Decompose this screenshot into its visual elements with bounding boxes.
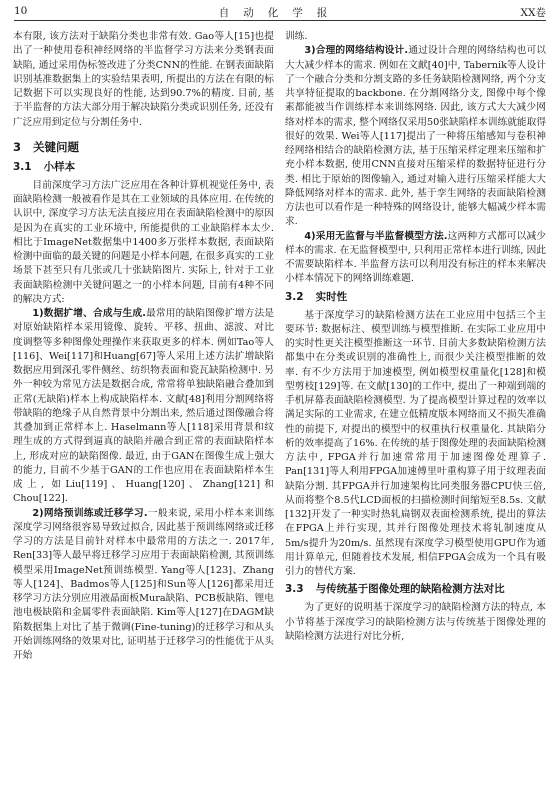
paragraph: 4)采用无监督与半监督模型方法.这两种方式都可以减少样本的需求. 在无监督模型中, 只利用正常样本进行训练, 因此不需要缺陷样本. 半监督方法可以利用没有标注的样本来解决小样本情况下的网络训练难题. xyxy=(285,230,546,285)
paragraph-lead: 3)合理的网络结构设计. xyxy=(304,45,409,57)
right-column xyxy=(285,30,546,644)
subsection-heading-3-3: 3.3 与传统基于图像处理的缺陷检测方法对比 xyxy=(285,583,505,596)
paragraph-lead: 1)数据扩增、合成与生成. xyxy=(32,308,146,319)
paragraph: 本有限, 该方法对于缺陷分类也非常有效. Gao等人[15]也提出了一种使用卷积神经网络的半监督学习方法来分类钢表面缺陷, 通过采用伪标签改进了分类CNN的性能. 在钢表面缺陷识别基准数据集上的实验结果表明, 所提出的方法在有限的标记数据下可以实现良好的性能, 达到90.7%的精度. 目前, 基于半监督的方法大部分用于解决缺陷分类或识别任务, 还没有广泛应用到定位与分割任务中. xyxy=(13,31,274,128)
paragraph: 基于深度学习的缺陷检测方法在工业应用中包括三个主要环节: 数据标注、模型训练与模型推断. 在实际工业应用中的实时性更关注模型推断这一环节. 目前大多数缺陷检测方法都集中在分类或识别的准确性上, 而很少关注模型推断的效率. 有不少方法用于加速模型, 例如模型权重量化[128]和模型剪枝[129]等. 在文献[130]的工作中, 提出了一种端到端的手机屏幕表面缺陷检测模型. 为了提高模型计算过程的效率以满足实际的工业需求, 在建立低精度版本网络而又不损失准确性的前提下, 对提出的模型中的权重执行权重量化. 其缺陷分析的效率提高了16%. 在传统的基于图像处理的表面缺陷检测方法中, FPGA并行加速常常用于加速图像处理算子. Pan[131]等人利用FPGA加速傅里叶重构算子用于纹理表面缺陷分割. 其FPGA并行加速架构比同类服务器CPU快三倍, 从而将整个8.5代LCD面板的扫描检测时间缩短至8.5s. 文献[132]开发了一种实时热轧扁钢双表面检测系统, 提出的算法在FPGA上并行实现, 其并行图像处理技术将轧制速度从5m/s提升为20m/s. 虽然现有深度学习模型使用GPU作为通用计算单元, 但随着技术发展, 相信FPGA会成为一个具有吸引力的替代方案. xyxy=(285,309,546,577)
subsection-heading-3-2: 3.2 实时性 xyxy=(285,290,348,303)
paragraph: 1)数据扩增、合成与生成.最常用的缺陷图像扩增方法是对原始缺陷样本采用镜像、旋转、平移、扭曲、滤波、对比度调整等多种图像处理操作来获取更多的样本. 例如Tao等人[116]、Wei[117]和Huang[67]等人采用上述方法扩增缺陷数据应用到深孔零件侧丝、纺织物表面和瓷瓦缺陷检测中. 另外一种较为常见方法是数据合成, 常常将单独缺陷融合叠加到正常(无缺陷)样本上构成缺陷样本. 文献[48]利用分割网络将带缺陷的绝缘子从自然背景中分割出来, 然后通过图像融合将其叠加到正常样本上. Haselmann等人[118]采用背景和纹理生成的方式得到逼真的缺陷并融合到正常的表面缺陷样本上, 形成对应的缺陷图像. 最近, 由于GAN在图像生成上强大的能力, 目前不少基于GAN的工作也应用在表面缺陷样本生成上, 如Liu[119]、Huang[120]、Zhang[121]和Chou[122]. xyxy=(13,308,274,505)
page-number: 10 xyxy=(14,5,28,17)
paragraph: 为了更好的说明基于深度学习的缺陷检测方法的特点, 本小节将基于深度学习的缺陷检测方法与传统基于图像处理的缺陷检测方法进行对比分析, xyxy=(285,602,546,642)
volume-label: XX卷 xyxy=(520,7,546,19)
paragraph-lead: 4)采用无监督与半监督模型方法. xyxy=(304,230,448,242)
section-heading-3: 3 关键问题 xyxy=(13,139,80,154)
subsection-heading-3-1: 3.1 小样本 xyxy=(13,160,76,173)
page-header xyxy=(14,4,546,21)
paragraph: 目前深度学习方法广泛应用在各种计算机视觉任务中, 表面缺陷检测一般被看作是其在工业领域的具体应用. 在传统的认识中, 深度学习方法无法直接应用在表面缺陷检测中的原因是因为在真实的工业环境中, 所能提供的工业缺陷样本太少. 相比于ImageNet数据集中1400多万张样本数据, 表面缺陷检测中面临的最关键的问题是小样本问题, 在很多真实的工业场景下甚至只有几张或几十张缺陷图片. 实际上, 针对于工业表面缺陷检测中关键问题之一的小样本问题, 目前有4种不同的解决方式: xyxy=(13,179,274,305)
paragraph: 3)合理的网络结构设计.通过设计合理的网络结构也可以大大减少样本的需求. 例如在文献[40]中, Tabernik等人设计了一个融合分类和分割支路的多任务缺陷检测网络, 两个分支共享特征提取的backbone. 在分割网络分支, 图像中每个像素都能被当作训练样本来训练网络. 因此, 该方式大大减少网络对样本的需求, 整个网络仅采用50张缺陷样本训练就能取得很好的效果. Wei等人[117]提出了一种将压缩感知与卷积神经网络相结合的缺陷检测方法, 基于压缩采样定理来压缩和扩充小样本数据, 使用CNN直接对压缩采样的数据特征进行分类. 相比于原始的图像输入, 通过对输入进行压缩采样能大大降低网络对样本的需求. 此外, 基于孪生网络的表面缺陷检测方法也可以看作是一种特殊的网络设计, 能够大幅减少样本需求. xyxy=(285,45,546,228)
journal-name: 自动化学报 xyxy=(218,7,342,19)
paragraph-lead: 2)网络预训练或迁移学习. xyxy=(32,507,148,519)
paragraph: 训练. xyxy=(285,31,308,42)
left-column xyxy=(13,30,274,663)
paragraph: 2)网络预训练或迁移学习.一般来说, 采用小样本来训练深度学习网络很容易导致过拟合, 因此基于预训练网络或迁移学习的方法是目前针对样本中最常用的方法之一. 2017年, Ren[33]等人最早将迁移学习应用于表面缺陷检测, 其预训练模型采用ImageNet预训练模型. Yang等人[123]、Zhang等人[124]、Badmos等人[125]和Sun等人[126]都采用迁移学习方法分别应用液晶面板Mura缺陷、PCB板缺陷、锂电池电极缺陷和金属零件表面缺陷. Kim等人[127]在DAGM缺陷数据集上对比了基于微调(Fine-tuning)的迁移学习和从头开始训练网络的效果对比, 证明基于迁移学习的性能优于从头开始 xyxy=(13,507,274,661)
